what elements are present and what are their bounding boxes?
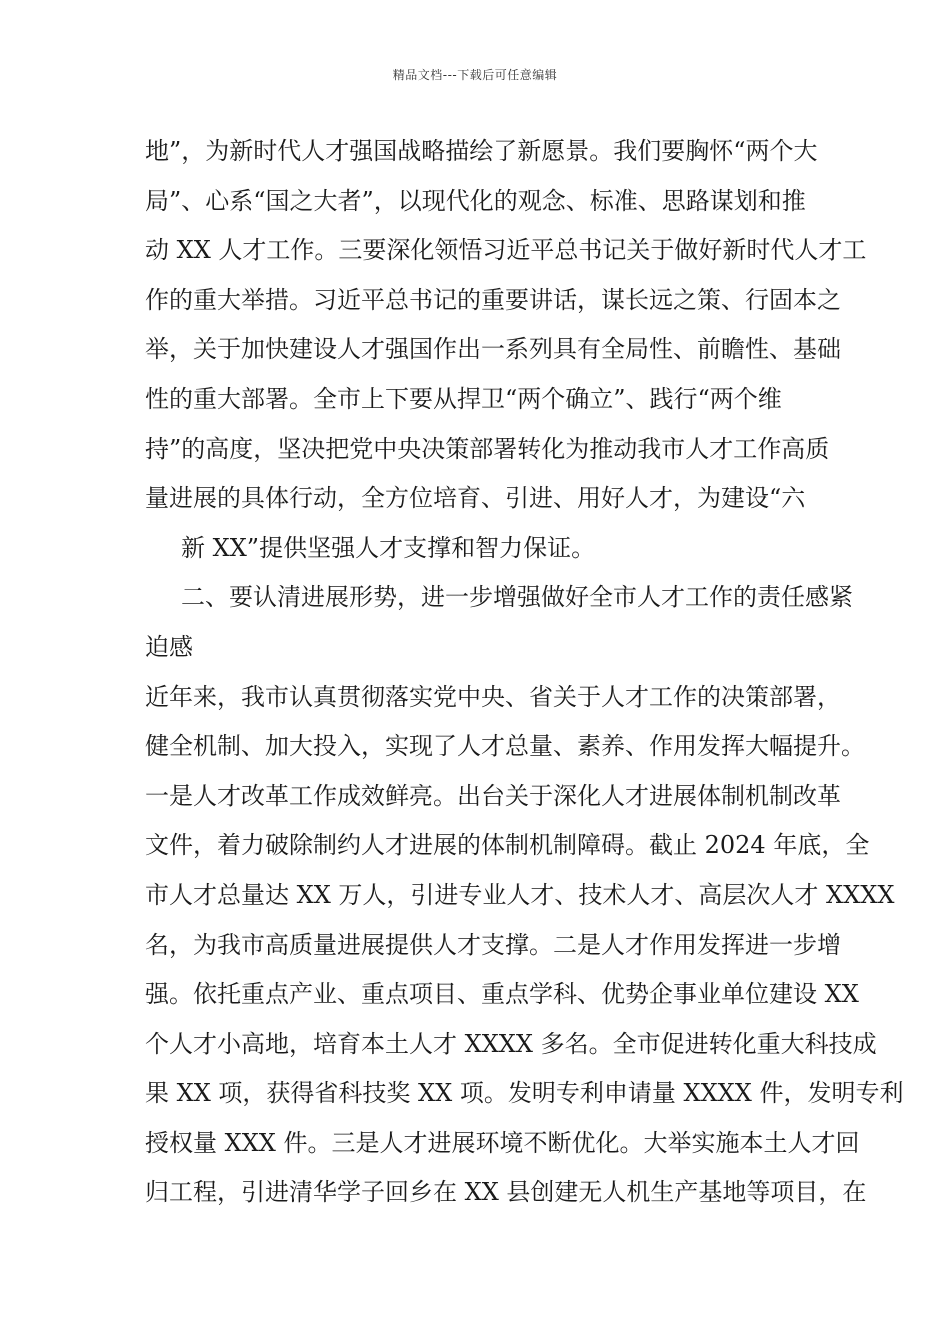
text-line: 强。依托重点产业、重点项目、重点学科、优势企事业单位建设 XX (145, 980, 859, 1009)
text-line: 性的重大部署。全市上下要从捍卫“两个确立”、践行“两个维 (145, 384, 782, 413)
text-line: 一是人才改革工作成效鲜亮。出台关于深化人才进展体制机制改革 (145, 781, 841, 810)
text-line: 持”的高度，坚决把党中央决策部署转化为推动我市人才工作高质 (145, 434, 830, 463)
text-line: 新 XX”提供坚强人才支撑和智力保证。 (181, 533, 596, 562)
text-line: 市人才总量达 XX 万人，引进专业人才、技术人才、高层次人才 XXXX (145, 880, 895, 909)
text-line: 二、要认清进展形势，进一步增强做好全市人才工作的责任感紧 (181, 583, 853, 612)
text-line: 近年来，我市认真贯彻落实党中央、省关于人才工作的决策部署， (145, 682, 841, 711)
text-line: 果 XX 项，获得省科技奖 XX 项。发明专利申请量 XXXX 件，发明专利 (145, 1079, 904, 1108)
text-line: 文件，着力破除制约人才进展的体制机制障碍。截止 2024 年底，全 (145, 831, 870, 860)
text-line: 归工程，引进清华学子回乡在 XX 县创建无人机生产基地等项目，在 (145, 1178, 867, 1207)
text-line: 迫感 (145, 632, 193, 661)
text-line: 动 XX 人才工作。三要深化领悟习近平总书记关于做好新时代人才工 (145, 236, 867, 265)
text-line: 地”，为新时代人才强国战略描绘了新愿景。我们要胸怀“两个大 (145, 137, 818, 165)
text-line: 作的重大举措。习近平总书记的重要讲话，谋长远之策、行固本之 (145, 285, 841, 314)
text-line: 局”、心系“国之大者”，以现代化的观念、标准、思路谋划和推 (145, 186, 806, 215)
document-body (145, 127, 904, 1218)
text-line: 名，为我市高质量进展提供人才支撑。二是人才作用发挥进一步增 (145, 930, 841, 959)
page-header: 精品文档---下载后可任意编辑 (392, 68, 558, 82)
text-line: 授权量 XXX 件。三是人才进展环境不断优化。大举实施本土人才回 (145, 1128, 860, 1157)
text-line: 健全机制、加大投入，实现了人才总量、素养、作用发挥大幅提升。 (145, 732, 865, 761)
text-line: 个人才小高地，培育本土人才 XXXX 多名。全市促进转化重大科技成 (145, 1029, 877, 1058)
text-line: 量进展的具体行动，全方位培育、引进、用好人才，为建设“六 (145, 484, 806, 513)
text-line: 举，关于加快建设人才强国作出一系列具有全局性、前瞻性、基础 (145, 335, 841, 364)
